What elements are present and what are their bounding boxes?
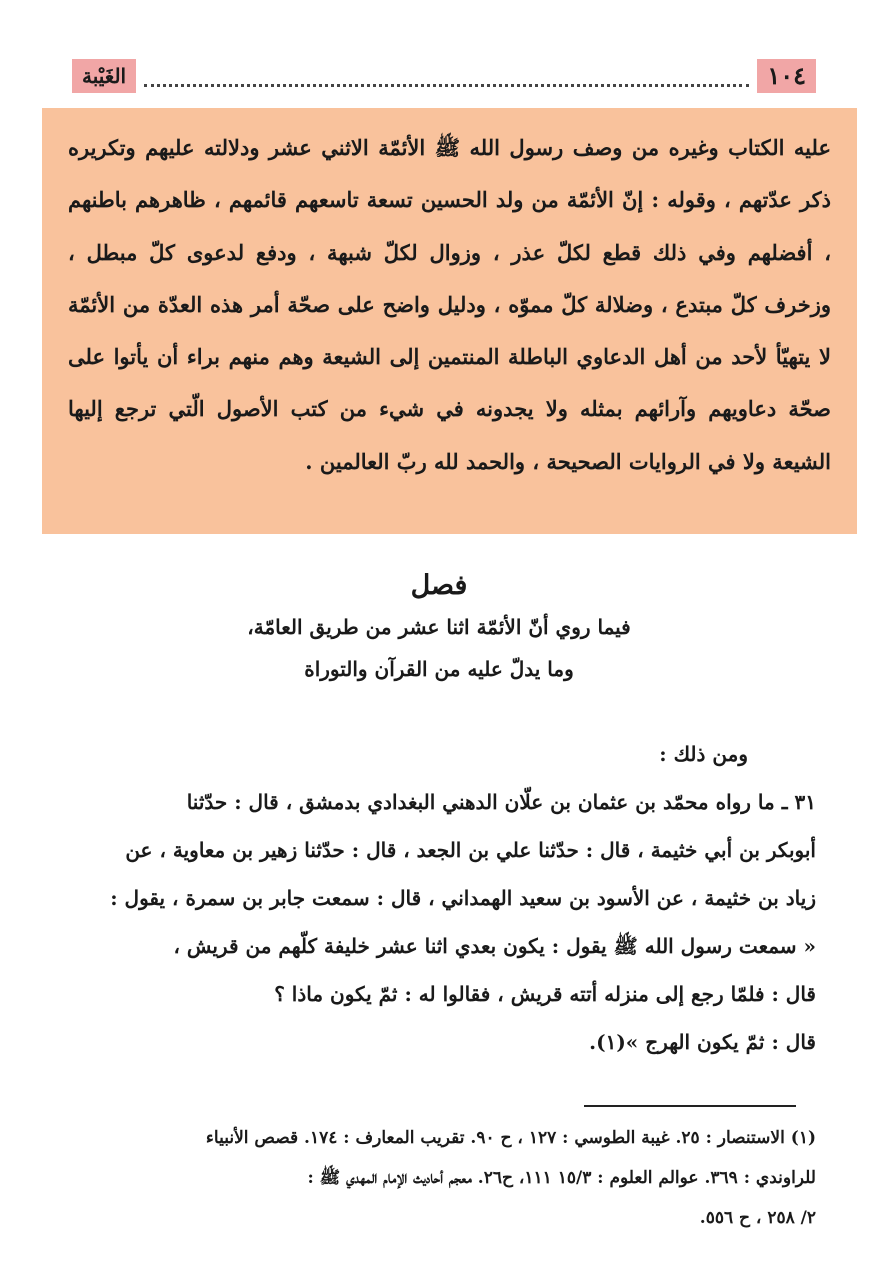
section-subtitle-1: فيما روي أنّ الأئمّة اثنا عشر من طريق العامّة، <box>247 615 631 639</box>
section-subtitle-2: وما يدلّ عليه من القرآن والتوراة <box>304 657 574 681</box>
body-intro: ومن ذلك : <box>659 742 748 766</box>
section-heading <box>60 566 818 690</box>
page-header <box>72 56 816 96</box>
page-number: ١٠٤ <box>757 59 816 93</box>
footnote-separator <box>584 1105 796 1107</box>
footnote-line: ٢/ ٢٥٨ ، ح ٥٥٦. <box>699 1208 816 1228</box>
footnote-line: للراوندي : ٣٦٩. عوالم العلوم : ١٥/٣ ١١١، ح٢٦. معجم أحاديث الإمام المهدي ﷺ : <box>307 1168 816 1188</box>
highlighted-paragraph: عليه الكتاب وغيره من وصف رسول الله ﷺ الأئمّة الاثني عشر ودلالته عليهم وتكريره ذكر عدّتهم ، وقوله : إنّ الأئمّة من ولد الحسين تسعة تاسعهم قائمهم ، ظاهرهم باطنهم ، أفضلهم وفي ذلك قطع لكلّ عذر ، وزوال لكلّ شبهة ، ودفع لدعوى كلّ مبطل ، وزخرف كلّ مبتدع ، وضلالة كلّ مموّه ، ودليل واضح على صحّة أمر هذه العدّة من الأئمّة لا يتهيّأ لأحد من أهل الدعاوي الباطلة المنتمين إلى الشيعة وهم منهم براء أن يأتوا على صحّة دعاويهم وآرائهم بمثله ولا يجدونه في شيء من كتب الأصول الّتي ترجع إليها الشيعة ولا في الروايات الصحيحة ، والحمد لله ربّ العالمين . <box>68 135 831 474</box>
header-dotted-leader <box>144 66 749 87</box>
body-line: قال : فلمّا رجع إلى منزله أتته قريش ، فقالوا له : ثمّ يكون ماذا ؟ <box>274 982 816 1006</box>
body-line: ٣١ ـ ما رواه محمّد بن عثمان بن علّان الدهني البغدادي بدمشق ، قال : حدّثنا <box>186 790 816 814</box>
highlighted-passage <box>42 108 857 534</box>
body-line: أبوبكر بن أبي خثيمة ، قال : حدّثنا علي بن الجعد ، قال : حدّثنا زهير بن معاوية ، عن <box>125 838 816 862</box>
body-line: « سمعت رسول الله ﷺ يقول : يكون بعدي اثنا عشر خليفة كلّهم من قريش ، <box>173 934 816 958</box>
body-text <box>60 730 816 1066</box>
footnote-line: (١) الاستنصار : ٢٥. غيبة الطوسي : ١٢٧ ، ح ٩٠. تقريب المعارف : ١٧٤. قصص الأنبياء <box>205 1128 816 1148</box>
body-line: زياد بن خثيمة ، عن الأسود بن سعيد الهمداني ، قال : سمعت جابر بن سمرة ، يقول : <box>110 886 816 910</box>
footnotes <box>58 1118 816 1238</box>
section-title: فصل <box>410 570 468 601</box>
running-title: الغَيْبة <box>72 59 136 93</box>
body-line: قال : ثمّ يكون الهرج »(١). <box>589 1030 816 1054</box>
